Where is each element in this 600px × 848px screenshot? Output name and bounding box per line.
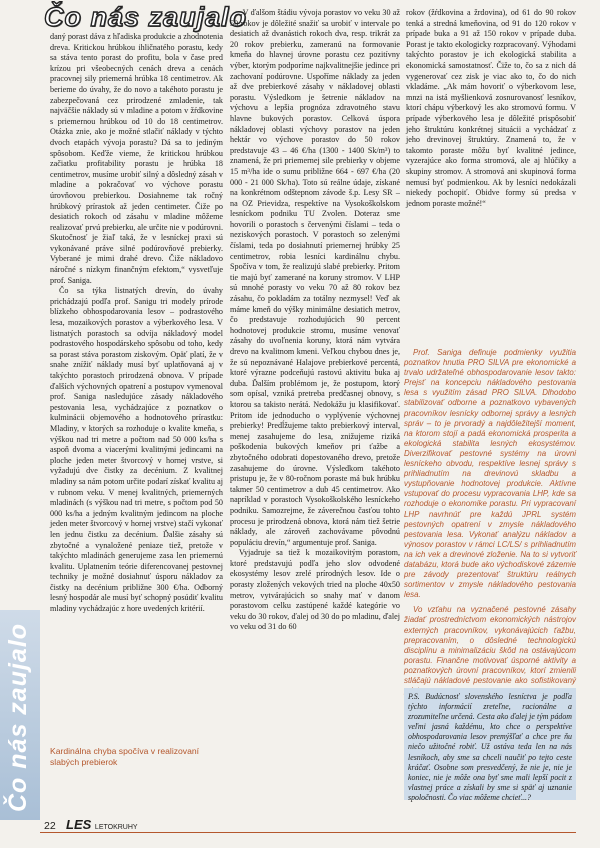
paragraph: Čo sa týka listnatých drevín, do úvahy prichádzajú podľa prof. Sanigu tri modely prírode blízkeho obhospodarovania lesov – podrastového lesa, mozaikových porastov a výberkového lesa. V listnatých porastoch sa odvíja nákladový model podrastového hospodárskeho spôsobu od toho, kedy sa porast stáva porastom ziskovým. Opäť platí, že v snahe znížiť náklady musí byť uplatňovaná aj v takýchto porastoch prirodzená obnova. V prípade ďalších výchovných opatrení a postupov vymenoval prof. Saniga nasledujúce zásady nákladového pestovania lesa, vychádzajúce z poznatkov o kulminácii objemového a hodnotového prírastku: Mladiny, v ktorých sa rozhoduje o kvalite kmeňa, s výškou nad tri metre a počtom nad 50 000 ks/ha s aspoň dvoma a viacerými kvalitnými jedincami na ploche jeden meter štvorcový v hornej vrstve, si vyžadujú dve čistky za decénium. Z kvalitnej mladiny sa nám potom určite podarí získať kvalitu aj v rubnom veku. V menej kvalitných, priemerných mladinách (s výškou nad tri metre, s počtom pod 50 000 ks/ha a jedným kvalitným jedincom na ploche jeden meter štvorcový v hornej vrstve) stačí vykonať len jednu čistku za decénium. Ďalšie zásahy sú zbytočné a vynaložené peniaze tiež, pretože v takýchto mladinách generujeme zasa len priemernú kvalitu. Uplatnením teórie diferencovanej pestovnej techniky je možné dosiahnuť úsporu nákladov za čistky na decénium približne 300 €/ha. Odborný lesný hospodár ale musí byť schopný posúdiť kvalitu mladiny vychádzajúc z hore uvedených kritérií. (50, 286, 223, 614)
page-number: 22 (44, 820, 56, 832)
article-column-3 (406, 8, 576, 209)
paragraph: daný porast dáva z hľadiska produkcie a zhodnotenia dreva. Kritickou hrúbkou ihličnatého porastu, kedy sa stáva tento porast do profitu, bola v čase pred krízou pri všeobecných cenách dreva a cenách pracovnej sily priemerná hrúbka 18 centimetrov. Ak berieme do úvahy, že do novo a takéhoto porastu je zabezpečovaná cez prirodzené zmladenie, tak najväčšie náklady sú v mladine a potom v žŕdkovine s priemernou hrúbkou od 10 do 18 centimetrov. Otázka znie, ako je možné stlačiť náklady v týchto dvoch etapách vývoja porastu? Dá sa to jediným spôsobom. Keďže vieme, že kritickou hrúbkou začiatku profitability porastu je hrúbka 18 centimetrov, musíme urobiť silný a dôsledný zásah v mladine a pokračovať vo výchove porastu úrovňovou prebierkou. Dosiahneme tak ročný hrúbkový prírastok až jeden centimeter. Čiže po desiatich rokoch od zásahu v mladine môžeme realizovať prvú prebierku, ale určite nie v podúrovni. Skutočnosť je žiaľ taká, že v lesníckej praxi sú vykonávané práve silné podúrovňové prebierky. Vyberané je mimi drahé drevo. Čiže nákladovo náročné s nízkym finančným efektom,“ vysvetľuje prof. Saniga. (50, 32, 223, 285)
paragraph: Vyjadruje sa tiež k mozaikovitým porastom, ktoré predstavujú podľa jeho slov odvodené ekosystémy lesov zrelé prírodných lesov. Ide o porasty zložených vekových tried na ploche 40x50 metrov, vytvárajúcich so snahy mať v danom porastovom celku zastúpené každé kategórie vo veku do 30 rokov, ďalej od 30 do po mladinu, ďalej vo veku od 31 do 60 (230, 548, 400, 632)
article-column-1 (50, 32, 223, 615)
magazine-logo (66, 817, 138, 832)
logo-subtext: LETOKRUHY (94, 824, 138, 831)
summary-paragraph: Prof. Saniga definuje podmienky využitia poznatkov hnutia PRO SILVA pre ekonomické a trvalo udržateľné obhospodarovanie lesov takto: Prejsť na koncepciu nákladového pestovania lesa s využitím zásad PRO SILVA. Dlhodobo stabilizovať odborne a poznatkovo vybavených pracovníkov lesnícky odbornej správy a lesných správ – to je prvoradý a najdôležitejší moment, na ktorom stojí a padá ekonomická prosperita a ekologická stabilita lesných ekosystémov. Diverzifikovať pestovné systémy na úrovni lesníckeho obvodu, respektíve lesnej správy s prihliadnutím na drevinovú skladbu a vystupňovanie hodnotovej produkcie. Aktívne vstupovať do procesu vypracovania LHP, kde sa rozhoduje o ekonomike porastu. Pri vypracovaní LHP navrhnúť pre každú JPRL systém pestovných opatrení v zmysle nákladového pestovania lesa. Vykonať analýzu nákladov a výnosov porastov v rámci LC/LS/ s prihliadnutím na ich vek a drevinové zloženie. Na to si vytvoriť databázu, ktorá bude ako východiskové zázemie pre závody prezentovať štruktúru reálnych sortimentov v zmysle nákladového pestovania lesa. (404, 348, 576, 600)
side-section-label: Čo nás zaujalo (4, 622, 32, 813)
article-column-2 (230, 8, 400, 633)
logo-text: LES (66, 817, 92, 832)
photo-caption: Kardinálna chyba spočíva v realizovaní slabých prebierok (50, 746, 200, 767)
highlighted-summary (404, 348, 576, 701)
footer-divider (40, 832, 576, 833)
paragraph: „V ďalšom štádiu vývoja porastov vo veku 30 až 50 rokov je dôležité snažiť sa urobiť v intervale po desiatich až dvanástich rokoch dva, resp. trikrát za 20 rokov prebierku, zameranú na formovanie kmeňa do hlavnej úrovne porastu cez pozitívny výber, ktorým podporíme najkvalitnejšie jedince pri zachovaní podúrovne. Uspoříme náklady za jeden až dve prebierkové zásahy v nákladovej oblasti porastu. Výsledkom je šetrenie nákladov na výchovu a lepšia prognóza zdravotného stavu hlavne bukových porastov. Celková úspora nákladovej oblasti výchovy porastov na jeden hektár vo výchove porastov do 50 rokov predstavuje 43 – 46 €/ha (1300 - 1400 Sk/m³) to znamená, že pri priemernej sile prebierky v objeme 15 m³/ha ide o sumu približne 664 - 697 €/ha (20 000 - 21 000 Sk/ha). Toto sú reálne údaje, získané na konkrétnom odštepnom závode š.p. Lesy SR – na OZ Prievidza, respektíve na Vysokoškolskom lesníckom podniku TU Zvolen. Doteraz sme hovorili o porastoch s červenými číslami – teda o neziskových porastoch. V porastoch so zelenými číslami, teda po dosiahnutí priemernej hrúbky 25 centimetrov, robia lesníci kardinálnu chybu. Spočíva v tom, že realizujú slabé prebierky. Pritom tie majú byť zamerané na koruny stromov. V LHP sú mnohé porasty vo veku 70 až 80 rokov bez zásahu, čo pokladám za totálny nezmysel! Veď ak máme kmeň do výšky minimálne desiatich metrov, čo predstavuje rozhodujúcich 90 percent hodnotovej produkcie stromu, musíme venovať zásahy do uvoľnenia koruny, ktorá nám vytvára drevo na kvalitnom kmeni. Veľkou chybou dnes je, že sú nepoznávané Halajove prebierkové percentá, ktoré výrazne podceňujú rastovú aktivitu buka aj duba. Ďalším problémom je, že postupom, ktorý som opísal, vzniká pretreba predčasnej obnovy, s ktorou sa takisto nerátá. Nedokážu ju klasifikovať. Pritom ide jednoducho o vyplýveníe výchovnej prebierky! Predĺžujeme takto prebierkový interval, menej zasahujeme do lesa, znižujeme riziká poškodenia bukových kmeňov pri ťažbe a zbytočného odobrati dopestovaného drevo, pretože zasahujeme do úrovne. Výsledkom takéhoto pristupu je, že v 80-ročnom poraste má buk hrúbku takmer 50 centimetrov a dub 45 centimetrov. Ako napríklad v porastoch Vysokoškolského lesníckeho podniku. Samozrejme, že záverečnou časťou tohto procesu je prirodzená obnova, ktorá nám tiež šetrie náklady, ale zároveň zachovávame pôvodnú populáciu drevín,“ argumentuje prof. Saniga. (230, 8, 400, 547)
postscript-box: P.S. Budúcnosť slovenského lesníctva je podľa týchto informácií zreteľne, racionálne a zrozumiteľne určená. Cesta ako ďalej je tým pádom veľmi jasná každému, kto chce o perspektíve obhospodarovania lesov premýšľať a chce pre ňu niečo užitočné robiť. Už ostáva teda len na nás lesníkoch, aby sme sa chceli naučiť po tejto ceste kráčať. Osobne som presvedčený, že nie je, nie je koniec, nie je môže ona byť sme mali lepší pocit z vlastnej práce a získali by sme si späť aj uznanie spoločnosti. Čo viac môžeme chcieť...? (404, 688, 576, 800)
paragraph: rokov (žŕdkovina a žrdovina), od 61 do 90 rokov tenká a stredná kmeňovina, od 91 do 120 rokov v prípade buka a 91 až 150 rokov v prípade duba. Porast je takto ekologicky rozpracovaný. Výhodami takýchto porastov je ich ekologická stabilita a ekonomická samostatnosť. Čiže to, čo sa z nich dá vygenerovať cez zisk je viac ako to, čo do nich vkladáme. „Ak mám hovoriť o výberkovom lese, mnzi na istá myšlienková zosnurovanosť lesníkov, ktorí chápu výberkový les ako stromovú formu. V prípade výberkového lesa je dôležité prispôsobiť jeho štruktúru konkrétnej situácii a vychádzať z jeho drevinovej štruktúry. Znamená to, že v takomto poraste môžu byť kvalitné jedince, vyzerajúce ako forma stromová, ale aj hlúčiky a skupiny stromov. A stromová ani skupinová forma nemusí byť podmienkou. Ak by lesníci nedokázali niekedy pochopiť. Obidve formy sú predsa v jednom poraste možné!“ (406, 8, 576, 208)
section-header-title: Čo nás zaujalo (44, 2, 248, 32)
summary-paragraph: Vo vzťahu na vyznačené pestovné zásahy žiadať prostredníctvom ekonomických nástrojov externých pracovníkov, vykonávajúcich ťažbu, prepracovaním, o dôsledné technologickú disciplínu a minimalizáciu škôd na ostávajúcom porastu. Finančne motivovať úsporné aktivity a poznatkových úrovní pracovníkov, ktorí zmienili stláčajú nákladové pestovanie ako sofistikovaný (404, 605, 576, 685)
